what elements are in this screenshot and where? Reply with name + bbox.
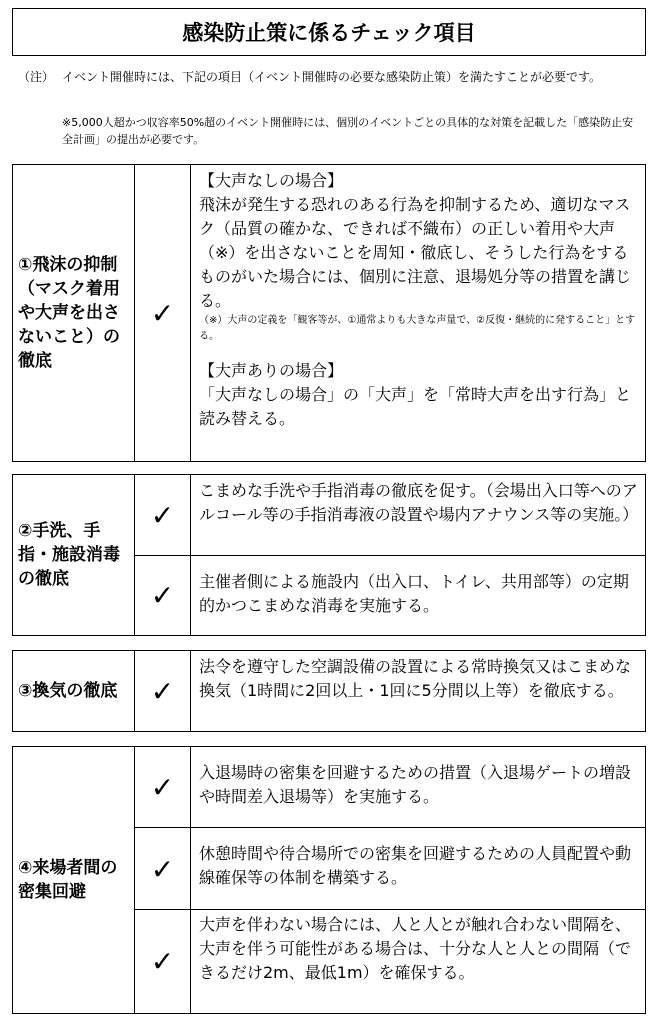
check-mark-icon: ✓ <box>135 556 191 635</box>
section-label: ④来場者間の密集回避 <box>13 747 135 1013</box>
check-mark-icon: ✓ <box>135 747 191 827</box>
check-mark-icon: ✓ <box>135 828 191 910</box>
row-text: 主催者側による施設内（出入口、トイレ、共用部等）の定期的かつこまめな消毒を実施する。 <box>199 572 629 615</box>
checklist-row <box>135 165 645 461</box>
section-label: ①飛沫の抑制（マスク着用や大声を出さないこと）の徹底 <box>13 165 135 461</box>
row-content <box>191 165 645 461</box>
page-title: 感染防止策に係るチェック項目 <box>12 8 646 56</box>
row-text: 「大声なしの場合」の「大声」を「常時大声を出す行為」と読み替える。 <box>199 385 632 428</box>
section-droplet-control <box>12 164 646 462</box>
checklist-row <box>135 909 645 1013</box>
note <box>18 68 638 86</box>
subnote: ※5,000人超かつ収容率50%超のイベント開催時には、個別のイベントごとの具体的な対策を記載した「感染防止安全計画」の提出が必要です。 <box>62 116 634 146</box>
heading-loud-voice: 【大声ありの場合】 <box>199 361 344 380</box>
check-mark-icon: ✓ <box>135 475 191 555</box>
note-text: イベント開催時には、下記の項目（イベント開催時の必要な感染防止策）を満たすことが必要です。 <box>62 70 602 84</box>
checklist-row <box>135 651 645 731</box>
section-label: ③換気の徹底 <box>13 651 135 731</box>
check-mark-icon: ✓ <box>135 910 191 1013</box>
section-crowd-avoidance <box>12 746 646 1014</box>
checklist-row <box>135 747 645 827</box>
row-text: 飛沫が発生する恐れのある行為を抑制するため、適切なマスク（品質の確かな、できれば不織布）の正しい着用や大声（※）を出さないことを周知・徹底し、そうした行為をするものがいた場合には、個別に注意、退場処分等の措置を講じる。 <box>199 195 632 310</box>
row-text: 大声を伴わない場合には、人と人とが触れ合わない間隔を、大声を伴う可能性がある場合は、十分な人と人との間隔（できるだけ2m、最低1m）を確保する。 <box>199 915 632 982</box>
row-text: 入退場時の密集を回避するための措置（入退場ゲートの増設や時間差入退場等）を実施する。 <box>199 763 632 806</box>
row-text: 法令を遵守した空調設備の設置による常時換気又はこまめな換気（1時間に2回以上・1回に5分間以上等）を徹底する。 <box>199 657 632 700</box>
heading-no-loud-voice: 【大声なしの場合】 <box>199 171 344 190</box>
section-label: ②手洗、手指・施設消毒の徹底 <box>13 475 135 635</box>
checklist-row <box>135 555 645 635</box>
row-text: 休憩時間や待合場所での密集を回避するための人員配置や動線確保等の体制を構築する。 <box>199 844 632 887</box>
row-text: こまめな手洗や手指消毒の徹底を促す。（会場出入口等へのアルコール等の手指消毒液の設置や場内アナウンス等の実施。） <box>199 481 639 524</box>
section-hand-hygiene <box>12 474 646 636</box>
checklist-row <box>135 475 645 555</box>
section-ventilation <box>12 650 646 732</box>
footnote: （※）大声の定義を「観客等が、①通常よりも大きな声量で、②反復・継続的に発すること」とする。 <box>199 315 636 342</box>
note-tag: （注） <box>18 70 55 84</box>
checklist-row <box>135 827 645 910</box>
check-mark-icon: ✓ <box>135 165 191 461</box>
check-mark-icon: ✓ <box>135 651 191 731</box>
